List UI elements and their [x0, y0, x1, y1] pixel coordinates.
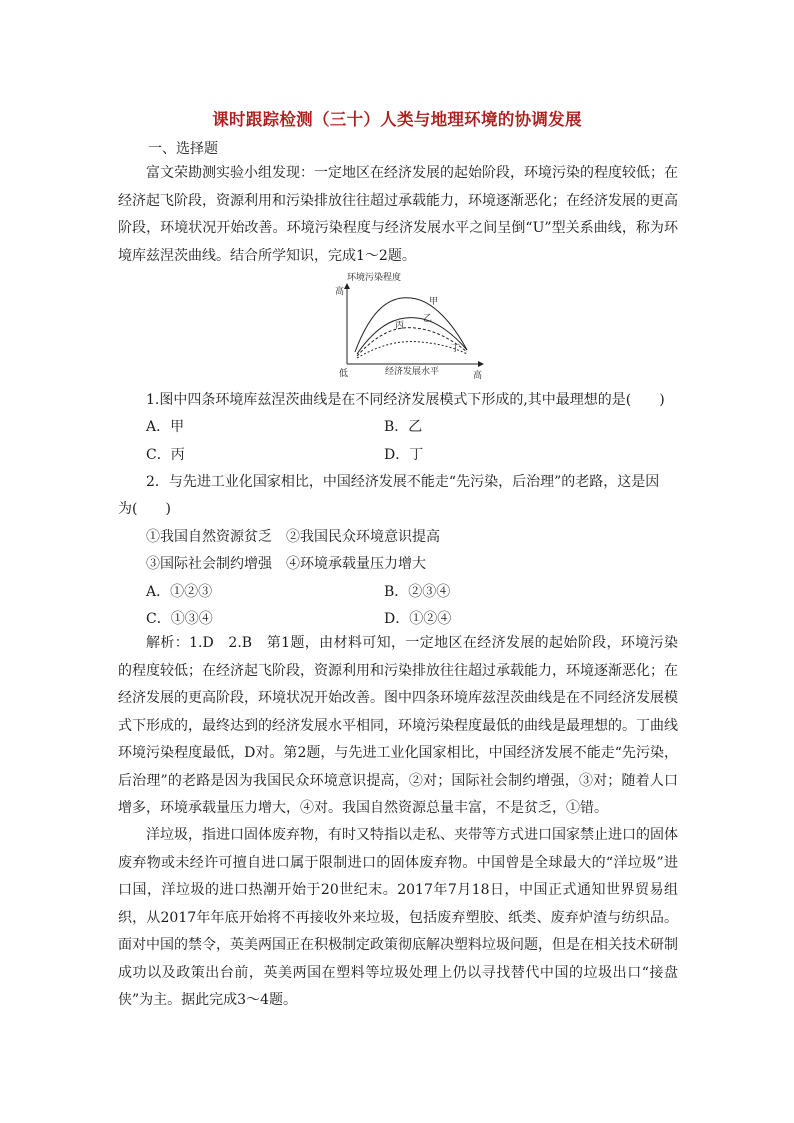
question-2-stem-line2: 为( ) [118, 501, 171, 517]
y-high-label: 高 [335, 287, 345, 297]
series-label-丁: 丁 [451, 344, 461, 354]
x-high-label: 高 [473, 371, 483, 380]
y-axis-label: 环境污染程度 [347, 273, 402, 283]
kuznets-curve-chart [333, 268, 493, 380]
intro-paragraph-1: 富文荣勘测实验小组发现：一定地区在经济发展的起始阶段，环境污染的程度较低；在经济起飞阶段，资源利用和污染排放往往超过承载能力，环境逐渐恶化；在经济发展的更高阶段，环境状况开始改善。环境污染程度与经济发展水平之间呈倒“U”型关系曲线，称为环境库兹涅茨曲线。结合所学知识，完成1～2题。 [118, 165, 678, 264]
x-low-label: 低 [339, 369, 349, 379]
q1-option-b: B．乙 [384, 419, 423, 435]
question-2-stem-line1: 2．与先进工业化国家相比，中国经济发展不能走“先污染，后治理”的老路，这是因 [146, 474, 660, 490]
series-label-甲: 甲 [429, 297, 439, 307]
series-label-丙: 丙 [395, 321, 405, 331]
q2-option-b: B．②③④ [384, 584, 451, 600]
q2-statements-1-2: ①我国自然资源贫乏 ②我国民众环境意识提高 [146, 529, 440, 545]
page-title: 课时跟踪检测（三十）人类与地理环境的协调发展 [212, 110, 582, 129]
section-heading: 一、选择题 [148, 141, 218, 157]
q2-statements-3-4: ③国际社会制约增强 ④环境承载量压力增大 [146, 556, 426, 572]
question-1-stem: 1.图中四条环境库兹涅茨曲线是在不同经济发展模式下形成的,其中最理想的是( ) [146, 392, 665, 408]
series-label-乙: 乙 [423, 314, 433, 324]
q1-option-a: A．甲 [146, 419, 185, 435]
analysis-paragraph: 解析：1.D 2.B 第1题，由材料可知，一定地区在经济发展的起始阶段，环境污染的程度较低；在经济起飞阶段，资源利用和污染排放往往超过承载能力，环境逐渐恶化；在经济发展的更高阶段，环境状况开始改善。图中四条环境库兹涅茨曲线是在不同经济发展模式下形成的，最终达到的经济发展水平相同，环境污染程度最低的曲线是最理想的。丁曲线环境污染程度最低，D对。第2题，与先进工业化国家相比，中国经济发展不能走“先污染，后治理”的老路是因为我国民众环境意识提高，②对；国际社会制约增强，③对；随着人口增多，环境承载量压力增大，④对。我国自然资源总量丰富，不是贫乏，①错。 [118, 635, 678, 816]
q1-option-d: D．丁 [384, 447, 424, 463]
q1-option-c: C．丙 [146, 447, 185, 463]
x-axis-label: 经济发展水平 [385, 367, 440, 377]
intro-paragraph-2: 洋垃圾，指进口固体废弃物，有时又特指以走私、夹带等方式进口国家禁止进口的固体废弃物或未经许可擅自进口属于限制进口的固体废弃物。中国曾是全球最大的“洋垃圾”进口国，洋垃圾的进口热潮开始于20世纪末。2017年7月18日，中国正式通知世界贸易组织，从2017年年底开始将不再接收外来垃圾，包括废弃塑胶、纸类、废弃炉渣与纺织品。面对中国的禁令，英美两国正在积极制定政策彻底解决塑料垃圾问题，但是在相关技术研制成功以及政策出台前，英美两国在塑料等垃圾处理上仍以寻找替代中国的垃圾出口“接盘侠”为主。据此完成3～4题。 [118, 827, 678, 1008]
q2-option-c: C．①③④ [146, 611, 213, 627]
q2-option-a: A．①②③ [146, 584, 213, 600]
q2-option-d: D．①②④ [384, 611, 452, 627]
